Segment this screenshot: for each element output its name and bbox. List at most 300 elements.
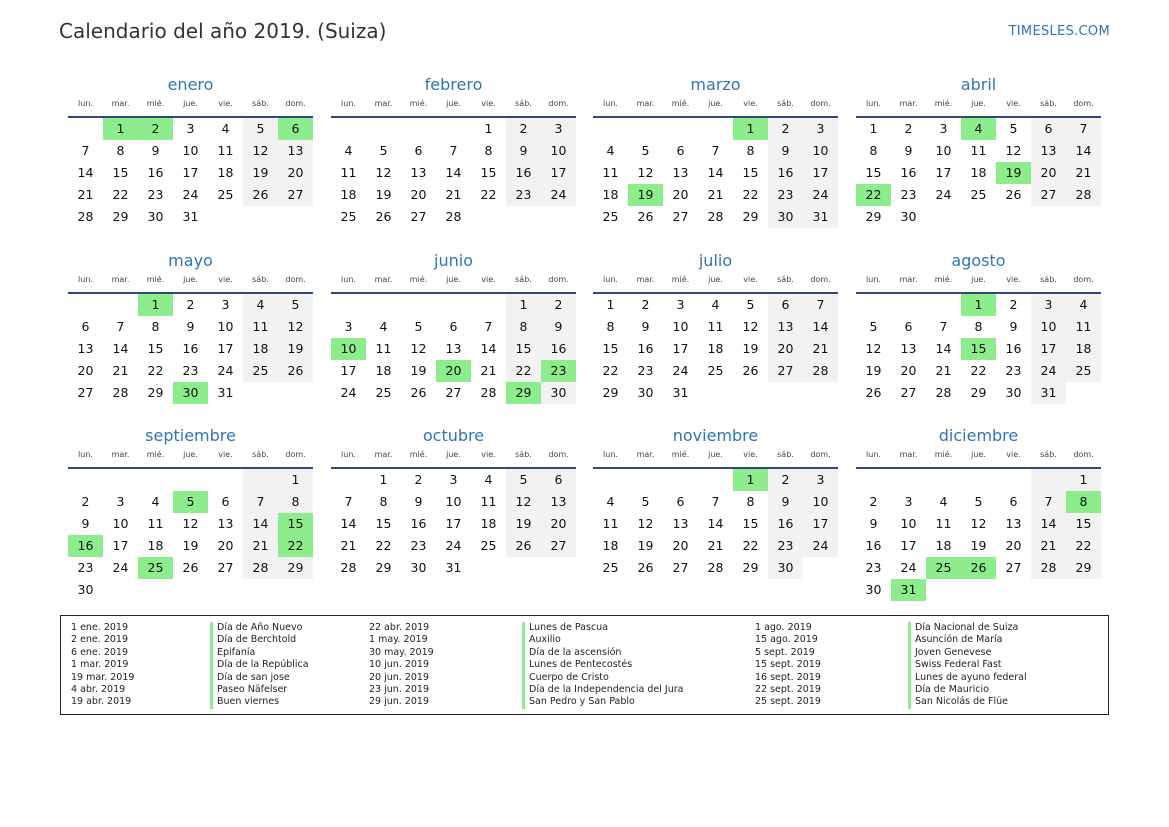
day-cell[interactable]: 2: [641, 297, 650, 312]
day-cell[interactable]: 22: [375, 538, 392, 553]
day-cell[interactable]: 26: [742, 363, 759, 378]
holiday-day[interactable]: 15: [278, 513, 313, 535]
day-cell[interactable]: 13: [217, 516, 234, 531]
day-cell[interactable]: 14: [707, 516, 724, 531]
day-cell[interactable]: 26: [506, 535, 541, 557]
holiday-day[interactable]: 30: [173, 382, 208, 404]
day-cell[interactable]: 2: [186, 297, 195, 312]
day-cell[interactable]: 20: [217, 538, 234, 553]
day-cell[interactable]: 11: [217, 143, 234, 158]
day-cell[interactable]: 22: [742, 187, 759, 202]
day-cell[interactable]: 2: [768, 469, 803, 491]
holiday-day[interactable]: 4: [961, 118, 996, 140]
day-cell[interactable]: 21: [340, 538, 357, 553]
day-cell[interactable]: 4: [344, 143, 353, 158]
day-cell[interactable]: 18: [602, 538, 619, 553]
day-cell[interactable]: 25: [217, 187, 234, 202]
day-cell[interactable]: 27: [541, 535, 576, 557]
day-cell[interactable]: 5: [414, 319, 423, 334]
day-cell[interactable]: 21: [935, 363, 952, 378]
day-cell[interactable]: 9: [541, 316, 576, 338]
day-cell[interactable]: 16: [768, 162, 803, 184]
day-cell[interactable]: 11: [935, 516, 952, 531]
day-cell[interactable]: 24: [935, 187, 952, 202]
day-cell[interactable]: 22: [480, 187, 497, 202]
day-cell[interactable]: 29: [970, 385, 987, 400]
day-cell[interactable]: 7: [344, 494, 353, 509]
day-cell[interactable]: 8: [151, 319, 160, 334]
day-cell[interactable]: 6: [1031, 118, 1066, 140]
day-cell[interactable]: 30: [900, 209, 917, 224]
day-cell[interactable]: 22: [602, 363, 619, 378]
day-cell[interactable]: 5: [506, 469, 541, 491]
day-cell[interactable]: 12: [637, 516, 654, 531]
day-cell[interactable]: 17: [935, 165, 952, 180]
day-cell[interactable]: 19: [278, 338, 313, 360]
day-cell[interactable]: 12: [375, 165, 392, 180]
day-cell[interactable]: 8: [484, 143, 493, 158]
day-cell[interactable]: 31: [1031, 382, 1066, 404]
day-cell[interactable]: 6: [1009, 494, 1018, 509]
day-cell[interactable]: 14: [480, 341, 497, 356]
day-cell[interactable]: 17: [672, 341, 689, 356]
day-cell[interactable]: 5: [278, 294, 313, 316]
day-cell[interactable]: 15: [602, 341, 619, 356]
holiday-day[interactable]: 19: [996, 162, 1031, 184]
day-cell[interactable]: 30: [147, 209, 164, 224]
day-cell[interactable]: 25: [1066, 360, 1101, 382]
day-cell[interactable]: 18: [147, 538, 164, 553]
day-cell[interactable]: 14: [707, 165, 724, 180]
day-cell[interactable]: 23: [865, 560, 882, 575]
day-cell[interactable]: 3: [803, 469, 838, 491]
day-cell[interactable]: 11: [480, 494, 497, 509]
day-cell[interactable]: 25: [243, 360, 278, 382]
day-cell[interactable]: 22: [970, 363, 987, 378]
day-cell[interactable]: 15: [1066, 513, 1101, 535]
day-cell[interactable]: 12: [1005, 143, 1022, 158]
day-cell[interactable]: 28: [445, 209, 462, 224]
day-cell[interactable]: 23: [410, 538, 427, 553]
holiday-day[interactable]: 29: [506, 382, 541, 404]
day-cell[interactable]: 6: [541, 469, 576, 491]
day-cell[interactable]: 12: [865, 341, 882, 356]
day-cell[interactable]: 2: [81, 494, 90, 509]
day-cell[interactable]: 25: [375, 385, 392, 400]
holiday-day[interactable]: 6: [278, 118, 313, 140]
day-cell[interactable]: 20: [77, 363, 94, 378]
day-cell[interactable]: 16: [541, 338, 576, 360]
day-cell[interactable]: 21: [112, 363, 129, 378]
day-cell[interactable]: 16: [865, 538, 882, 553]
day-cell[interactable]: 18: [935, 538, 952, 553]
day-cell[interactable]: 11: [602, 165, 619, 180]
day-cell[interactable]: 2: [869, 494, 878, 509]
day-cell[interactable]: 19: [182, 538, 199, 553]
day-cell[interactable]: 15: [742, 516, 759, 531]
day-cell[interactable]: 14: [445, 165, 462, 180]
day-cell[interactable]: 9: [186, 319, 195, 334]
day-cell[interactable]: 19: [742, 341, 759, 356]
day-cell[interactable]: 25: [602, 560, 619, 575]
day-cell[interactable]: 4: [1066, 294, 1101, 316]
day-cell[interactable]: 20: [672, 187, 689, 202]
day-cell[interactable]: 7: [81, 143, 90, 158]
day-cell[interactable]: 10: [1031, 316, 1066, 338]
day-cell[interactable]: 13: [672, 165, 689, 180]
day-cell[interactable]: 31: [672, 385, 689, 400]
day-cell[interactable]: 16: [506, 162, 541, 184]
day-cell[interactable]: 23: [768, 535, 803, 557]
day-cell[interactable]: 10: [112, 516, 129, 531]
day-cell[interactable]: 8: [506, 316, 541, 338]
day-cell[interactable]: 4: [379, 319, 388, 334]
day-cell[interactable]: 27: [410, 209, 427, 224]
holiday-day[interactable]: 31: [891, 579, 926, 601]
day-cell[interactable]: 5: [641, 143, 650, 158]
day-cell[interactable]: 15: [480, 165, 497, 180]
day-cell[interactable]: 10: [217, 319, 234, 334]
day-cell[interactable]: 30: [637, 385, 654, 400]
day-cell[interactable]: 26: [410, 385, 427, 400]
day-cell[interactable]: 8: [278, 491, 313, 513]
day-cell[interactable]: 15: [506, 338, 541, 360]
day-cell[interactable]: 5: [641, 494, 650, 509]
day-cell[interactable]: 16: [900, 165, 917, 180]
day-cell[interactable]: 16: [182, 341, 199, 356]
day-cell[interactable]: 9: [869, 516, 878, 531]
day-cell[interactable]: 17: [803, 513, 838, 535]
day-cell[interactable]: 4: [221, 121, 230, 136]
day-cell[interactable]: 2: [1009, 297, 1018, 312]
day-cell[interactable]: 29: [602, 385, 619, 400]
day-cell[interactable]: 8: [974, 319, 983, 334]
day-cell[interactable]: 28: [803, 360, 838, 382]
day-cell[interactable]: 31: [445, 560, 462, 575]
day-cell[interactable]: 13: [768, 316, 803, 338]
day-cell[interactable]: 7: [243, 491, 278, 513]
day-cell[interactable]: 19: [506, 513, 541, 535]
day-cell[interactable]: 24: [217, 363, 234, 378]
holiday-day[interactable]: 25: [138, 557, 173, 579]
day-cell[interactable]: 13: [1031, 140, 1066, 162]
day-cell[interactable]: 25: [707, 363, 724, 378]
day-cell[interactable]: 3: [803, 118, 838, 140]
holiday-day[interactable]: 23: [541, 360, 576, 382]
day-cell[interactable]: 30: [1005, 385, 1022, 400]
day-cell[interactable]: 7: [711, 494, 720, 509]
day-cell[interactable]: 7: [939, 319, 948, 334]
day-cell[interactable]: 12: [243, 140, 278, 162]
day-cell[interactable]: 30: [77, 582, 94, 597]
day-cell[interactable]: 1: [606, 297, 615, 312]
day-cell[interactable]: 10: [445, 494, 462, 509]
day-cell[interactable]: 9: [414, 494, 423, 509]
day-cell[interactable]: 29: [375, 560, 392, 575]
day-cell[interactable]: 9: [904, 143, 913, 158]
day-cell[interactable]: 8: [606, 319, 615, 334]
day-cell[interactable]: 3: [541, 118, 576, 140]
day-cell[interactable]: 27: [217, 560, 234, 575]
day-cell[interactable]: 11: [707, 319, 724, 334]
day-cell[interactable]: 27: [445, 385, 462, 400]
day-cell[interactable]: 5: [1009, 121, 1018, 136]
day-cell[interactable]: 23: [506, 184, 541, 206]
day-cell[interactable]: 11: [147, 516, 164, 531]
day-cell[interactable]: 13: [410, 165, 427, 180]
day-cell[interactable]: 7: [803, 294, 838, 316]
day-cell[interactable]: 4: [606, 143, 615, 158]
holiday-day[interactable]: 15: [961, 338, 996, 360]
day-cell[interactable]: 13: [445, 341, 462, 356]
day-cell[interactable]: 4: [606, 494, 615, 509]
day-cell[interactable]: 11: [602, 516, 619, 531]
day-cell[interactable]: 1: [869, 121, 878, 136]
day-cell[interactable]: 23: [77, 560, 94, 575]
day-cell[interactable]: 17: [445, 516, 462, 531]
day-cell[interactable]: 3: [904, 494, 913, 509]
day-cell[interactable]: 28: [480, 385, 497, 400]
day-cell[interactable]: 15: [375, 516, 392, 531]
day-cell[interactable]: 16: [768, 513, 803, 535]
day-cell[interactable]: 7: [1031, 491, 1066, 513]
day-cell[interactable]: 18: [480, 516, 497, 531]
day-cell[interactable]: 18: [243, 338, 278, 360]
day-cell[interactable]: 19: [637, 538, 654, 553]
day-cell[interactable]: 19: [243, 162, 278, 184]
day-cell[interactable]: 20: [1031, 162, 1066, 184]
day-cell[interactable]: 17: [541, 162, 576, 184]
day-cell[interactable]: 9: [81, 516, 90, 531]
day-cell[interactable]: 1: [1066, 469, 1101, 491]
day-cell[interactable]: 22: [1066, 535, 1101, 557]
day-cell[interactable]: 3: [116, 494, 125, 509]
day-cell[interactable]: 4: [151, 494, 160, 509]
holiday-day[interactable]: 19: [628, 184, 663, 206]
day-cell[interactable]: 25: [480, 538, 497, 553]
day-cell[interactable]: 6: [676, 143, 685, 158]
day-cell[interactable]: 5: [869, 319, 878, 334]
day-cell[interactable]: 2: [768, 118, 803, 140]
day-cell[interactable]: 29: [865, 209, 882, 224]
day-cell[interactable]: 20: [768, 338, 803, 360]
day-cell[interactable]: 27: [768, 360, 803, 382]
day-cell[interactable]: 8: [746, 143, 755, 158]
day-cell[interactable]: 24: [1031, 360, 1066, 382]
day-cell[interactable]: 28: [1031, 557, 1066, 579]
day-cell[interactable]: 23: [182, 363, 199, 378]
holiday-day[interactable]: 1: [733, 118, 768, 140]
day-cell[interactable]: 14: [1066, 140, 1101, 162]
holiday-day[interactable]: 2: [138, 118, 173, 140]
day-cell[interactable]: 6: [768, 294, 803, 316]
day-cell[interactable]: 20: [410, 187, 427, 202]
day-cell[interactable]: 17: [340, 363, 357, 378]
day-cell[interactable]: 28: [707, 560, 724, 575]
day-cell[interactable]: 27: [77, 385, 94, 400]
day-cell[interactable]: 12: [970, 516, 987, 531]
day-cell[interactable]: 22: [112, 187, 129, 202]
day-cell[interactable]: 21: [707, 538, 724, 553]
day-cell[interactable]: 24: [672, 363, 689, 378]
day-cell[interactable]: 26: [243, 184, 278, 206]
day-cell[interactable]: 8: [746, 494, 755, 509]
day-cell[interactable]: 23: [768, 184, 803, 206]
day-cell[interactable]: 17: [112, 538, 129, 553]
day-cell[interactable]: 1: [379, 472, 388, 487]
day-cell[interactable]: 8: [869, 143, 878, 158]
day-cell[interactable]: 29: [147, 385, 164, 400]
day-cell[interactable]: 17: [217, 341, 234, 356]
day-cell[interactable]: 21: [1031, 535, 1066, 557]
day-cell[interactable]: 30: [768, 206, 803, 228]
day-cell[interactable]: 18: [340, 187, 357, 202]
day-cell[interactable]: 18: [970, 165, 987, 180]
day-cell[interactable]: 2: [541, 294, 576, 316]
day-cell[interactable]: 26: [375, 209, 392, 224]
day-cell[interactable]: 7: [711, 143, 720, 158]
day-cell[interactable]: 21: [707, 187, 724, 202]
day-cell[interactable]: 4: [484, 472, 493, 487]
day-cell[interactable]: 5: [746, 297, 755, 312]
day-cell[interactable]: 15: [865, 165, 882, 180]
holiday-day[interactable]: 1: [103, 118, 138, 140]
day-cell[interactable]: 7: [449, 143, 458, 158]
day-cell[interactable]: 13: [900, 341, 917, 356]
day-cell[interactable]: 6: [221, 494, 230, 509]
day-cell[interactable]: 19: [970, 538, 987, 553]
day-cell[interactable]: 10: [803, 140, 838, 162]
day-cell[interactable]: 30: [865, 582, 882, 597]
day-cell[interactable]: 2: [414, 472, 423, 487]
day-cell[interactable]: 1: [484, 121, 493, 136]
holiday-day[interactable]: 8: [1066, 491, 1101, 513]
day-cell[interactable]: 28: [112, 385, 129, 400]
day-cell[interactable]: 24: [900, 560, 917, 575]
day-cell[interactable]: 31: [803, 206, 838, 228]
day-cell[interactable]: 24: [445, 538, 462, 553]
day-cell[interactable]: 18: [707, 341, 724, 356]
day-cell[interactable]: 9: [641, 319, 650, 334]
day-cell[interactable]: 27: [672, 560, 689, 575]
day-cell[interactable]: 18: [375, 363, 392, 378]
day-cell[interactable]: 28: [935, 385, 952, 400]
day-cell[interactable]: 21: [77, 187, 94, 202]
day-cell[interactable]: 18: [602, 187, 619, 202]
day-cell[interactable]: 29: [742, 560, 759, 575]
holiday-day[interactable]: 22: [856, 184, 891, 206]
day-cell[interactable]: 30: [410, 560, 427, 575]
day-cell[interactable]: 11: [970, 143, 987, 158]
day-cell[interactable]: 20: [278, 162, 313, 184]
day-cell[interactable]: 22: [506, 360, 541, 382]
day-cell[interactable]: 26: [637, 560, 654, 575]
day-cell[interactable]: 9: [151, 143, 160, 158]
day-cell[interactable]: 5: [974, 494, 983, 509]
day-cell[interactable]: 11: [340, 165, 357, 180]
day-cell[interactable]: 19: [865, 363, 882, 378]
day-cell[interactable]: 19: [375, 187, 392, 202]
day-cell[interactable]: 21: [243, 535, 278, 557]
day-cell[interactable]: 16: [147, 165, 164, 180]
holiday-day[interactable]: 16: [68, 535, 103, 557]
day-cell[interactable]: 24: [112, 560, 129, 575]
day-cell[interactable]: 6: [81, 319, 90, 334]
day-cell[interactable]: 10: [541, 140, 576, 162]
day-cell[interactable]: 10: [672, 319, 689, 334]
day-cell[interactable]: 2: [904, 121, 913, 136]
day-cell[interactable]: 12: [182, 516, 199, 531]
day-cell[interactable]: 10: [182, 143, 199, 158]
holiday-day[interactable]: 1: [733, 469, 768, 491]
day-cell[interactable]: 12: [506, 491, 541, 513]
day-cell[interactable]: 8: [116, 143, 125, 158]
day-cell[interactable]: 22: [147, 363, 164, 378]
day-cell[interactable]: 14: [1031, 513, 1066, 535]
day-cell[interactable]: 7: [116, 319, 125, 334]
day-cell[interactable]: 23: [637, 363, 654, 378]
day-cell[interactable]: 27: [1005, 560, 1022, 575]
day-cell[interactable]: 18: [217, 165, 234, 180]
day-cell[interactable]: 21: [445, 187, 462, 202]
day-cell[interactable]: 17: [803, 162, 838, 184]
day-cell[interactable]: 28: [340, 560, 357, 575]
day-cell[interactable]: 3: [676, 297, 685, 312]
day-cell[interactable]: 1: [506, 294, 541, 316]
day-cell[interactable]: 7: [1066, 118, 1101, 140]
day-cell[interactable]: 31: [217, 385, 234, 400]
day-cell[interactable]: 24: [541, 184, 576, 206]
holiday-day[interactable]: 26: [961, 557, 996, 579]
day-cell[interactable]: 3: [344, 319, 353, 334]
day-cell[interactable]: 29: [1066, 557, 1101, 579]
day-cell[interactable]: 22: [742, 538, 759, 553]
day-cell[interactable]: 4: [243, 294, 278, 316]
day-cell[interactable]: 25: [970, 187, 987, 202]
day-cell[interactable]: 3: [221, 297, 230, 312]
day-cell[interactable]: 30: [768, 557, 803, 579]
day-cell[interactable]: 13: [1005, 516, 1022, 531]
day-cell[interactable]: 3: [449, 472, 458, 487]
day-cell[interactable]: 10: [803, 491, 838, 513]
day-cell[interactable]: 27: [900, 385, 917, 400]
day-cell[interactable]: 25: [602, 209, 619, 224]
day-cell[interactable]: 24: [340, 385, 357, 400]
day-cell[interactable]: 12: [742, 319, 759, 334]
day-cell[interactable]: 15: [742, 165, 759, 180]
day-cell[interactable]: 23: [147, 187, 164, 202]
day-cell[interactable]: 12: [637, 165, 654, 180]
day-cell[interactable]: 16: [410, 516, 427, 531]
day-cell[interactable]: 6: [449, 319, 458, 334]
holiday-day[interactable]: 5: [173, 491, 208, 513]
holiday-day[interactable]: 25: [926, 557, 961, 579]
day-cell[interactable]: 27: [672, 209, 689, 224]
day-cell[interactable]: 4: [711, 297, 720, 312]
day-cell[interactable]: 26: [182, 560, 199, 575]
holiday-day[interactable]: 20: [436, 360, 471, 382]
day-cell[interactable]: 18: [1066, 338, 1101, 360]
day-cell[interactable]: 12: [410, 341, 427, 356]
day-cell[interactable]: 5: [243, 118, 278, 140]
day-cell[interactable]: 11: [243, 316, 278, 338]
day-cell[interactable]: 14: [243, 513, 278, 535]
day-cell[interactable]: 3: [939, 121, 948, 136]
day-cell[interactable]: 13: [672, 516, 689, 531]
day-cell[interactable]: 20: [1005, 538, 1022, 553]
day-cell[interactable]: 17: [900, 538, 917, 553]
day-cell[interactable]: 5: [379, 143, 388, 158]
